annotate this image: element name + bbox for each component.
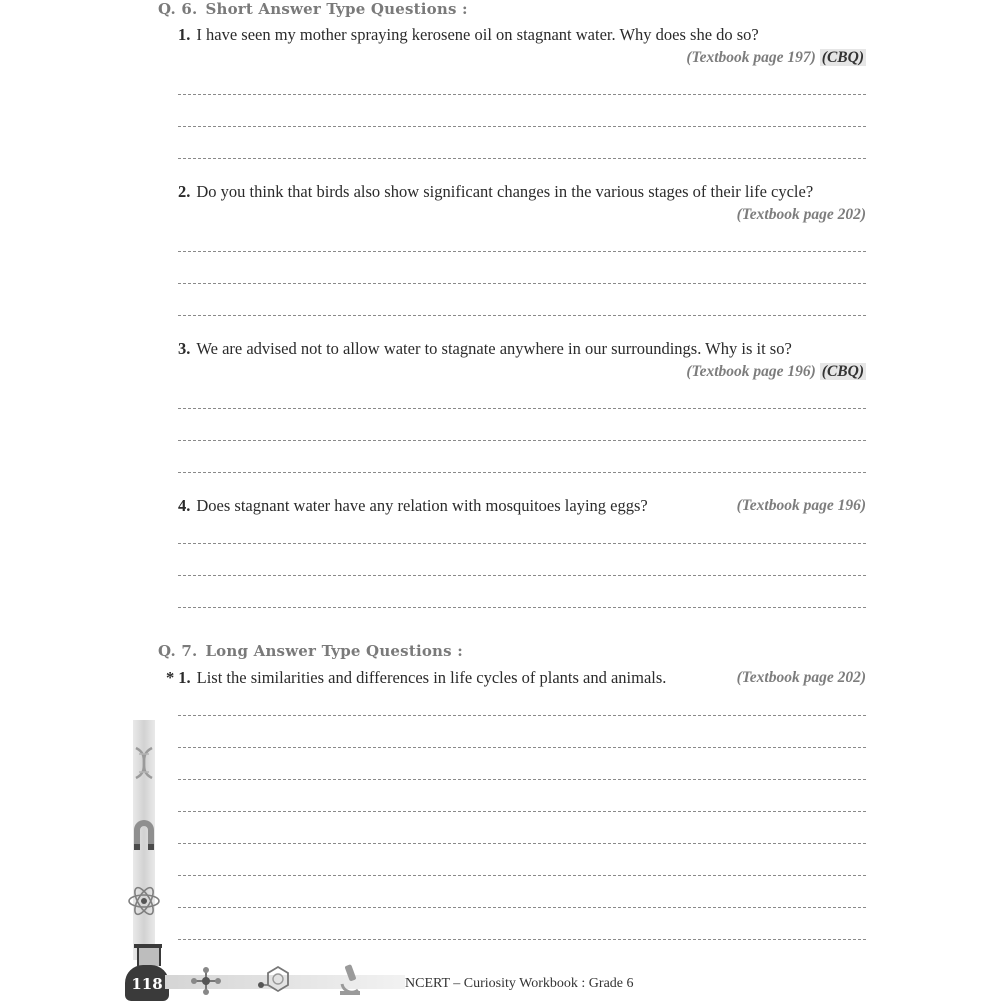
answer-line[interactable] xyxy=(178,126,866,127)
question-number: 1. xyxy=(178,25,191,44)
answer-line[interactable] xyxy=(178,907,866,908)
answer-line[interactable] xyxy=(178,408,866,409)
question-number: 3. xyxy=(178,339,191,358)
question-number: 4. xyxy=(178,496,191,515)
answer-line[interactable] xyxy=(178,875,866,876)
section7-label: Q. 7. xyxy=(158,642,198,660)
textbook-reference xyxy=(737,206,866,224)
answer-line[interactable] xyxy=(178,251,866,252)
section7-title: Long Answer Type Questions : xyxy=(205,642,463,660)
answer-line[interactable] xyxy=(178,575,866,576)
cbq-tag: (CBQ) xyxy=(821,363,864,380)
atom-icon xyxy=(127,884,161,918)
question-number: 2. xyxy=(178,182,191,201)
answer-line[interactable] xyxy=(178,939,866,940)
question-text: We are advised not to allow water to stagnate anywhere in our surroundings. Why is it so? xyxy=(196,339,792,358)
reference-text: (Textbook page 202) xyxy=(736,206,866,223)
answer-line[interactable] xyxy=(178,779,866,780)
answer-line[interactable] xyxy=(178,747,866,748)
book-title: NCERT – Curiosity Workbook : Grade 6 xyxy=(405,976,634,991)
section6-heading xyxy=(158,0,468,18)
question-text: Do you think that birds also show significant changes in the various stages of their life cycle? xyxy=(196,182,814,201)
textbook-reference xyxy=(737,497,866,515)
question-6-4 xyxy=(178,496,648,516)
textbook-reference xyxy=(686,49,866,67)
section6-title: Short Answer Type Questions : xyxy=(205,0,468,18)
reference-text: (Textbook page 196) xyxy=(736,497,866,514)
microscope-icon xyxy=(336,962,364,996)
answer-line[interactable] xyxy=(178,158,866,159)
section6-label: Q. 6. xyxy=(158,0,198,18)
answer-line[interactable] xyxy=(178,715,866,716)
dna-icon xyxy=(132,746,156,780)
answer-line[interactable] xyxy=(178,843,866,844)
section7-heading xyxy=(158,642,463,660)
answer-line[interactable] xyxy=(178,94,866,95)
reference-text: (Textbook page 196) xyxy=(686,363,816,380)
answer-line[interactable] xyxy=(178,440,866,441)
star-marker: * xyxy=(166,668,175,687)
question-6-1 xyxy=(178,25,759,45)
reference-text: (Textbook page 202) xyxy=(736,669,866,686)
reference-text: (Textbook page 197) xyxy=(686,49,816,66)
question-text: Does stagnant water have any relation with mosquitoes laying eggs? xyxy=(196,496,648,515)
magnet-icon xyxy=(130,816,158,852)
molecule-icon xyxy=(188,966,224,996)
question-number: 1. xyxy=(178,668,191,687)
answer-line[interactable] xyxy=(178,472,866,473)
answer-line[interactable] xyxy=(178,607,866,608)
textbook-reference xyxy=(686,363,866,381)
answer-line[interactable] xyxy=(178,543,866,544)
question-7-1 xyxy=(166,668,666,688)
question-6-3 xyxy=(178,339,792,359)
page-number: 118 xyxy=(125,965,169,1001)
flask-icon xyxy=(137,948,161,966)
answer-line[interactable] xyxy=(178,811,866,812)
question-6-2 xyxy=(178,182,813,202)
answer-line[interactable] xyxy=(178,315,866,316)
question-text: I have seen my mother spraying kerosene oil on stagnant water. Why does she do so? xyxy=(196,25,759,44)
question-text: List the similarities and differences in life cycles of plants and animals. xyxy=(196,668,667,687)
benzene-icon xyxy=(258,964,298,996)
cbq-tag: (CBQ) xyxy=(821,49,864,66)
textbook-reference xyxy=(737,669,866,687)
answer-line[interactable] xyxy=(178,283,866,284)
